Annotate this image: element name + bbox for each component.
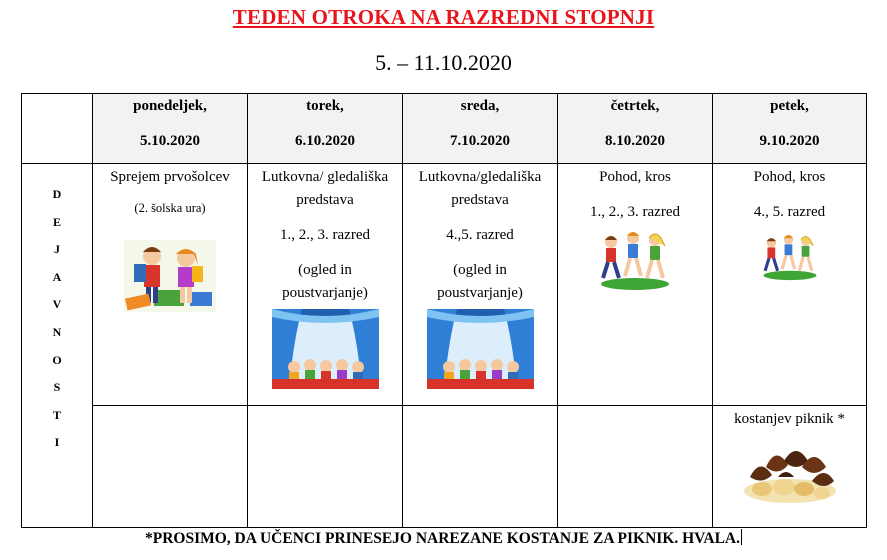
empty-cell-tuesday (248, 406, 403, 528)
day-date: 9.10.2020 (759, 133, 820, 149)
day-date: 7.10.2020 (450, 133, 510, 149)
extra-row (22, 406, 867, 528)
page-title: TEDEN OTROKA NA RAZREDNI STOPNJI (232, 5, 655, 29)
activity-subtitle: predstava (296, 192, 354, 208)
day-name: torek, (306, 98, 344, 114)
chestnuts-picture (742, 437, 838, 505)
day-name: sreda, (460, 98, 500, 114)
day-header-monday (93, 94, 248, 164)
activity-friday-picnic (713, 406, 867, 528)
activity-grades: 4.,5. razred (446, 227, 514, 243)
picnic-label: kostanjev piknik * (734, 411, 845, 427)
activity-note: (ogled in (453, 262, 507, 278)
text-cursor (741, 529, 742, 545)
day-name: ponedeljek, (133, 98, 207, 114)
running-kids-picture (762, 228, 818, 284)
activity-friday (713, 164, 867, 406)
side-letter: N (52, 324, 62, 339)
activities-row (22, 164, 867, 406)
activity-title: Lutkovna/gledališka (418, 169, 542, 185)
day-name: petek, (770, 98, 809, 114)
empty-cell-wednesday (403, 406, 558, 528)
side-letter: D (52, 187, 62, 201)
activity-grades: 1., 2., 3. razred (590, 204, 680, 220)
day-header-friday (713, 94, 867, 164)
side-label-dejavnosti (22, 164, 93, 528)
day-name: četrtek, (610, 98, 660, 114)
side-letter: T (52, 407, 61, 422)
activity-thursday (558, 164, 713, 406)
day-header-tuesday (248, 94, 403, 164)
activity-title: Sprejem prvošolcev (110, 169, 230, 185)
activity-note: poustvarjanje) (282, 285, 368, 301)
running-kids-picture (599, 228, 671, 290)
activity-note: (2. šolska ura) (134, 201, 206, 215)
school-kids-picture (124, 240, 216, 312)
activity-grades: 1., 2., 3. razred (280, 227, 370, 243)
side-letter: E (52, 214, 61, 229)
corner-cell (22, 94, 93, 164)
side-letter: S (53, 380, 61, 395)
day-date: 6.10.2020 (295, 133, 355, 149)
side-letter: J (54, 242, 60, 257)
day-date: 5.10.2020 (140, 133, 200, 149)
day-header-thursday (558, 94, 713, 164)
side-letter: O (52, 352, 62, 367)
activity-wednesday (403, 164, 558, 406)
activity-grades: 4., 5. razred (753, 204, 826, 220)
activity-subtitle: predstava (451, 192, 509, 208)
footer-note (0, 529, 887, 548)
activity-note: (ogled in (298, 262, 352, 278)
activity-monday (93, 164, 248, 406)
empty-cell-monday (93, 406, 248, 528)
puppet-theatre-picture (427, 309, 534, 389)
activity-title: Pohod, kros (753, 169, 826, 185)
activity-title: Lutkovna/ gledališka (261, 169, 389, 185)
empty-cell-thursday (558, 406, 713, 528)
header-row (22, 94, 867, 164)
day-date: 8.10.2020 (605, 133, 665, 149)
side-letter: A (52, 269, 62, 284)
schedule-table (21, 93, 867, 528)
activity-tuesday (248, 164, 403, 406)
activity-title: Pohod, kros (599, 169, 671, 185)
footer-text: *PROSIMO, DA UČENCI PRINESEJO NAREZANE KOSTANJE ZA PIKNIK. HVALA. (145, 530, 740, 547)
activity-note: poustvarjanje) (437, 285, 523, 301)
side-letter: V (52, 297, 62, 312)
date-range: 5. – 11.10.2020 (375, 50, 512, 75)
side-letter: I (54, 435, 60, 450)
puppet-theatre-picture (272, 309, 379, 389)
day-header-wednesday (403, 94, 558, 164)
